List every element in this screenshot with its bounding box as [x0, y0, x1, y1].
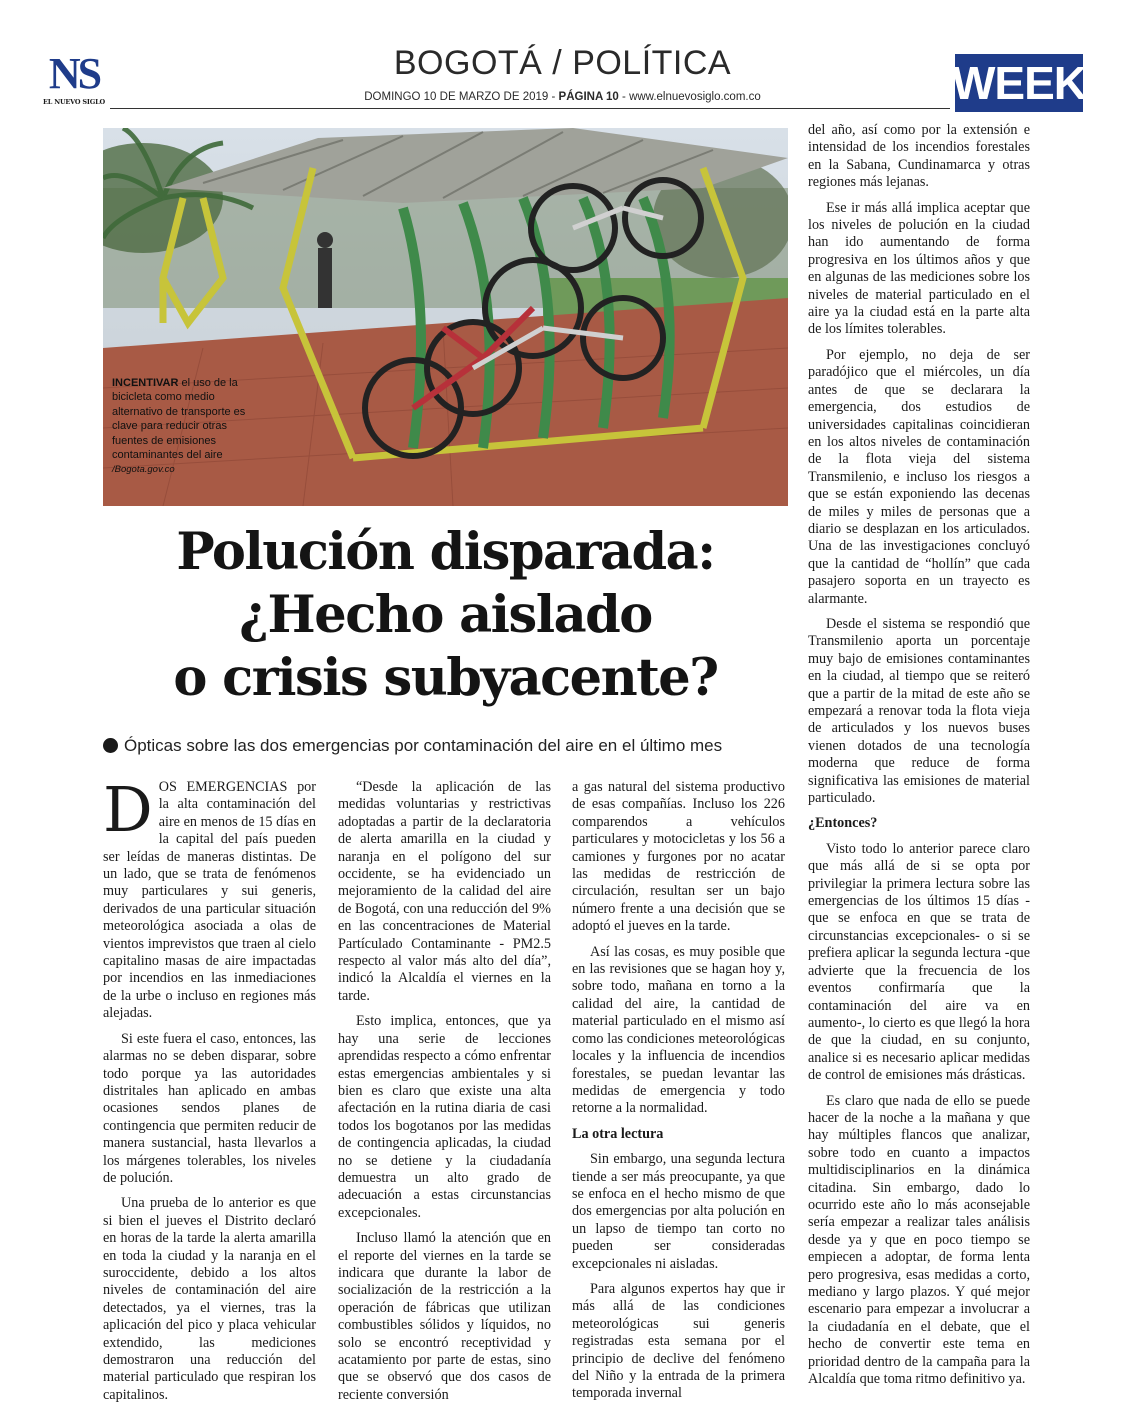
- week-badge: WEEK: [955, 54, 1083, 112]
- article-column-1: [103, 773, 316, 1404]
- paragraph: Sin embargo, una segunda lectura tiende a ser más preocupante, ya que se enfoca en el hecho mismo de que dos emergencias por alta polución en un lapso de tiempo tan corto no pueden ser consideradas excepcionales ni aisladas.: [572, 1151, 785, 1272]
- paragraph: Es claro que nada de ello se puede hacer de la noche a la mañana y que hay múltiples flancos que analizar, sobre todo en cuanto a impactos multidisciplinarios en la dinámica citadina. Sin embargo, dado lo ocurrido este año lo más aconsejable sería empezar a realizar tales análisis desde ya y que en poco tiempo se empiecen a adoptar, de forma lenta pero progresiva, esas medidas a corto, mediano y largo plazos. Y qué mejor escenario para empezar a involucrar a la ciudadanía en el debate, que el hecho de convertir este tema en prioridad dentro de la campaña para la Alcaldía que toma ritmo definitivo ya.: [808, 1092, 1030, 1388]
- subsection-name: POLÍTICA: [572, 44, 732, 82]
- paragraph: Una prueba de lo anterior es que si bien el jueves el Distrito declaró en horas de la tarde la alerta amarilla en toda la ciudad y la naranja en el suroccidente, debido a los altos niveles de contaminación del aire detectados, ya el viernes, tras la aplicación del pico y placa vehicular extendido, las mediciones demostraron una reducción del material particulado que respiran los capitalinos.: [103, 1195, 316, 1403]
- drop-cap: D: [103, 773, 153, 846]
- paragraph: Por ejemplo, no deja de ser paradójico que el miércoles, un día antes de que se declarara la emergencia, dos estudios de universidades capitalinas coincidieran en los altos niveles de contaminación de la flota vieja del sistema Transmilenio, e incluso los riesgos a que se están exponiendo las decenas de miles y miles de personas que a diario se desplazan en los articulados. Una de las investigaciones concluyó que la cantidad de “hollín” que cada pasajero soporta en un trayecto es alarmante.: [808, 346, 1030, 607]
- paragraph: Visto todo lo anterior parece claro que más allá de si se opta por privilegiar la primera lectura sobre las emergencias de los últimos 15 días -que se enfoca en que se trata de circunstancias excepcionales- o si se prefiera aplicar la segunda lectura -que advierte que la frecuencia de los eventos confirmaría que la contaminación del aire va en aumento-, lo cierto es que llegó la hora de que la ciudad, en su conjunto, analice si es necesario aplicar medidas de control de emisiones más drásticas.: [808, 840, 1030, 1084]
- paragraph: Desde el sistema se respondió que Transmilenio aporta un porcentaje muy bajo de emisiones contaminantes en la ciudad, al tiempo que se reiteró que a partir de la mitad de este año se empezará a renovar toda la flota vieja de articulados y los nuevos buses vienen dotados de una tecnología moderna que reduce de forma significativa las emisiones de material particulado.: [808, 615, 1030, 807]
- headline-line-1: Polución disparada:: [176, 522, 715, 582]
- paragraph: Si este fuera el caso, entonces, las alarmas no se deben disparar, sobre todo porque ya las autoridades distritales han aplicado en ambas ocasiones sendos planes de contingencia que permiten reducir de manera sustancial, hasta llevarlos a los márgenes tolerables, los niveles de polución.: [103, 1030, 316, 1186]
- paragraph: Así las cosas, es muy posible que en las revisiones que se hagan hoy y, sobre todo, mañana en torno a la calidad del aire, la cantidad de material particulado en el mismo así como las condiciones meteorológicas locales y la influencia de incendios forestales, se puedan levantar las medidas de emergencia y todo retorne a la normalidad.: [572, 943, 785, 1117]
- paragraph: a gas natural del sistema productivo de esas compañías. Incluso los 226 comparendos a vehículos particulares y motocicletas y los 56 a camiones y furgones por no acatar las medidas de restricción de circulación, resultan ser un bajo número frente a una decisión que se adoptó el jueves en la tarde.: [572, 779, 785, 935]
- header-rule: [110, 108, 950, 109]
- paragraph: Ese ir más allá implica aceptar que los niveles de polución en la ciudad han ido aumentando de forma progresiva en los últimos años y que en algunas de las mediciones sobre los niveles de material particulado en el aire ya la ciudad está en la parte alta de los límites tolerables.: [808, 199, 1030, 338]
- lead-caps: OS EMERGENCIAS: [158, 779, 288, 795]
- photo-credit: /Bogota.gov.co: [112, 464, 175, 476]
- page-number: PÁGINA 10: [558, 91, 619, 103]
- website: www.elnuevosiglo.com.co: [629, 91, 761, 103]
- caption-text: el uso de la bicicleta como medio alternativo de transporte es clave para reducir otras fuentes de emisiones contaminantes del aire: [112, 377, 246, 462]
- photo-caption: [112, 376, 262, 478]
- section-name: BOGOTÁ: [393, 44, 543, 82]
- headline-line-3: o crisis subyacente?: [173, 648, 718, 708]
- headline: [103, 521, 788, 710]
- caption-lead: INCENTIVAR: [112, 377, 179, 389]
- subheadline: [103, 736, 803, 756]
- bullet-dot-icon: [103, 738, 118, 753]
- paragraph: Para algunos expertos hay que ir más allá de las condiciones meteorológicas sui generis registradas esta semana por el principio de declive del fenómeno del Niño y la entrada de la primera temporada invernal: [572, 1280, 785, 1402]
- article-column-4: [808, 122, 1030, 1388]
- headline-line-2: ¿Hecho aislado: [239, 585, 652, 645]
- article-column-2: [338, 779, 551, 1404]
- section-heading-otra-lectura: La otra lectura: [572, 1125, 664, 1142]
- logo-subtitle: EL NUEVO SIGLO: [43, 98, 105, 106]
- logo-mark: NS: [48, 49, 100, 98]
- paragraph: del año, así como por la extensión e intensidad de los incendios forestales en la Sabana, Cundinamarca y otras regiones más lejanas.: [808, 122, 1030, 191]
- article-column-3: [572, 779, 785, 1403]
- paragraph: Esto implica, entonces, que ya hay una serie de lecciones aprendidas respecto a cómo enfrentar estas emergencias ambientales y si bien es claro que existe una alta afectación en la rutina diaria de casi todos los bogotanos por las medidas de contingencia aplicadas, la ciudad no se detiene y la ciudadanía demuestra un alto grado de adecuación a estas circunstancias excepcionales.: [338, 1013, 551, 1221]
- subheadline-text: Ópticas sobre las dos emergencias por contaminación del aire en el último mes: [124, 736, 723, 755]
- section-separator: /: [542, 44, 573, 82]
- section-heading-entonces: ¿Entonces?: [808, 815, 878, 832]
- paragraph-lead: [103, 773, 316, 1023]
- paragraph: Incluso llamó la atención que en el reporte del viernes en la tarde se indicara que durante la labor de socialización de la restricción a la operación de fábricas que utilizan combustibles sólidos y líquidos, no solo se encontró receptividad y acatamiento por parte de estas, sino que se observó que dos casos de reciente conversión: [338, 1230, 551, 1403]
- paragraph: “Desde la aplicación de las medidas voluntarias y restrictivas adoptadas a partir de la declaratoria de alerta amarilla en la ciudad y naranja en el polígono del sur occidente, se ha evidenciado un mejoramiento de la calidad del aire de Bogotá, con una reducción del 9% en las concentraciones de Material Partículado Contaminante - PM2.5 respecto al valor más alto del día”, indicó la Alcaldía el viernes en la tarde.: [338, 779, 551, 1004]
- dateline: DOMINGO 10 DE MARZO DE 2019 - PÁGINA 10 - www.elnuevosiglo.com.co: [364, 91, 761, 103]
- lead-text: por la alta contaminación del aire en menos de 15 días en la capital del país pueden ser leídas de maneras distintas. De un lado, que se trata de fenómenos muy particulares y sui generis, derivados de una particular situación meteorológica asociada a olas de vientos imprevistos que traen al cielo capitalino masas de aire impactadas por incendios en las inmediaciones de la urbe o incluso en regiones más alejadas.: [103, 779, 316, 1022]
- issue-date: DOMINGO 10 DE MARZO DE 2019: [364, 91, 549, 103]
